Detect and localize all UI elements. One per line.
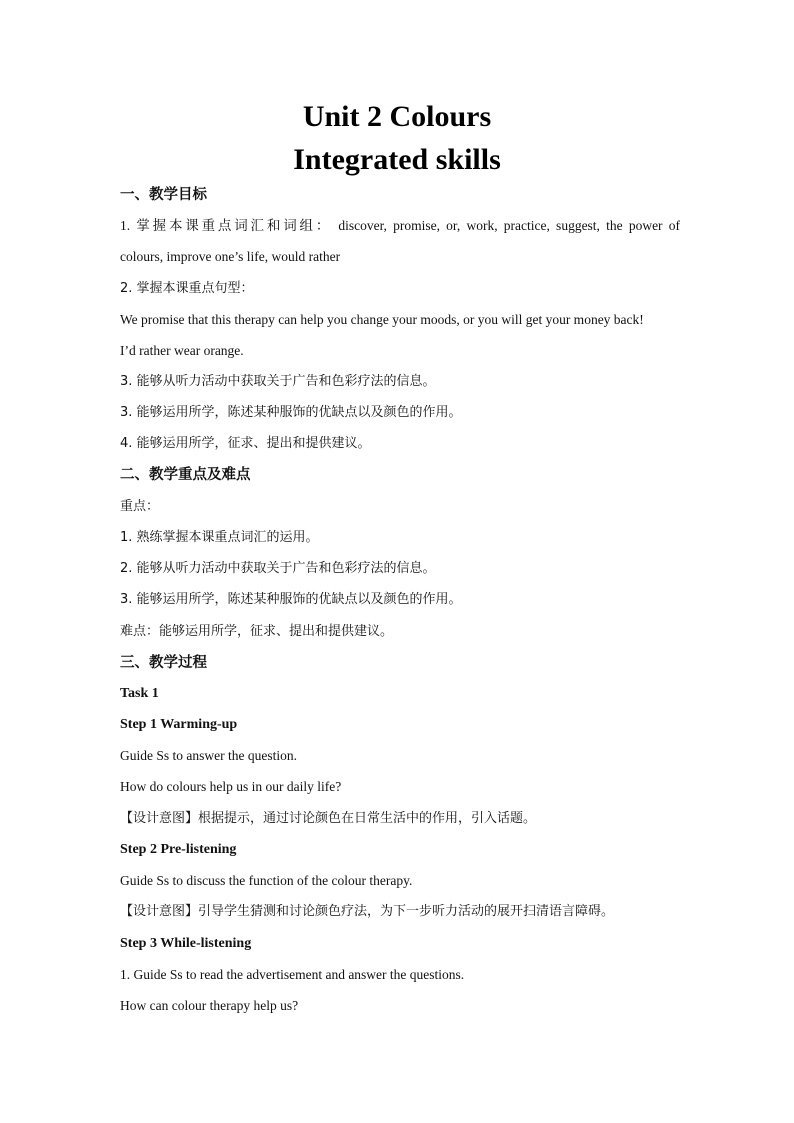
objective-item-4: 4. 能够运用所学，征求、提出和提供建议。 xyxy=(120,436,371,451)
step-2-instruction: Guide Ss to discuss the function of the colour therapy. xyxy=(120,873,413,888)
step-3-instruction: 1. Guide Ss to read the advertisement and answer the questions. xyxy=(120,967,465,982)
section-heading-objectives: 一、教学目标 xyxy=(120,187,207,203)
step-2-title: Step 2 Pre-listening xyxy=(120,842,237,857)
key-sentence-1: We promise that this therapy can help you change your moods, or you will get your money back! xyxy=(120,312,644,327)
section-heading-key-points: 二、教学重点及难点 xyxy=(120,467,251,483)
objective-item-1: 1. 掌握本课重点词汇和词组： discover, promise, or, work, practice, suggest, the power of xyxy=(120,218,680,233)
step-3-title: Step 3 While-listening xyxy=(120,936,252,951)
difficulty-point: 难点：能够运用所学，征求、提出和提供建议。 xyxy=(120,624,394,639)
objective-item-1-continued: colours, improve one’s life, would rather xyxy=(120,249,341,264)
document-subtitle: Integrated skills xyxy=(293,143,501,176)
step-1-title: Step 1 Warming-up xyxy=(120,717,238,732)
document-title: Unit 2 Colours xyxy=(302,100,492,133)
objective-item-3a: 3. 能够从听力活动中获取关于广告和色彩疗法的信息。 xyxy=(120,374,436,389)
objective-item-3b: 3. 能够运用所学，陈述某种服饰的优缺点以及颜色的作用。 xyxy=(120,405,462,420)
key-sentence-2: I’d rather wear orange. xyxy=(120,343,244,358)
key-points-label: 重点： xyxy=(120,499,160,514)
objective-item-2: 2. 掌握本课重点句型： xyxy=(120,281,254,296)
step-3-question: How can colour therapy help us? xyxy=(120,998,299,1013)
step-2-design-intent: 【设计意图】引导学生猜测和讨论颜色疗法，为下一步听力活动的展开扫清语言障碍。 xyxy=(120,904,615,919)
key-point-1: 1. 熟练掌握本课重点词汇的运用。 xyxy=(120,530,319,545)
task-title: Task 1 xyxy=(120,686,159,701)
section-heading-process: 三、教学过程 xyxy=(120,655,207,671)
key-point-2: 2. 能够从听力活动中获取关于广告和色彩疗法的信息。 xyxy=(120,561,436,576)
step-1-question: How do colours help us in our daily life? xyxy=(120,779,342,794)
key-point-3: 3. 能够运用所学，陈述某种服饰的优缺点以及颜色的作用。 xyxy=(120,592,462,607)
step-1-instruction: Guide Ss to answer the question. xyxy=(120,748,297,763)
step-1-design-intent: 【设计意图】根据提示，通过讨论颜色在日常生活中的作用，引入话题。 xyxy=(120,811,537,826)
